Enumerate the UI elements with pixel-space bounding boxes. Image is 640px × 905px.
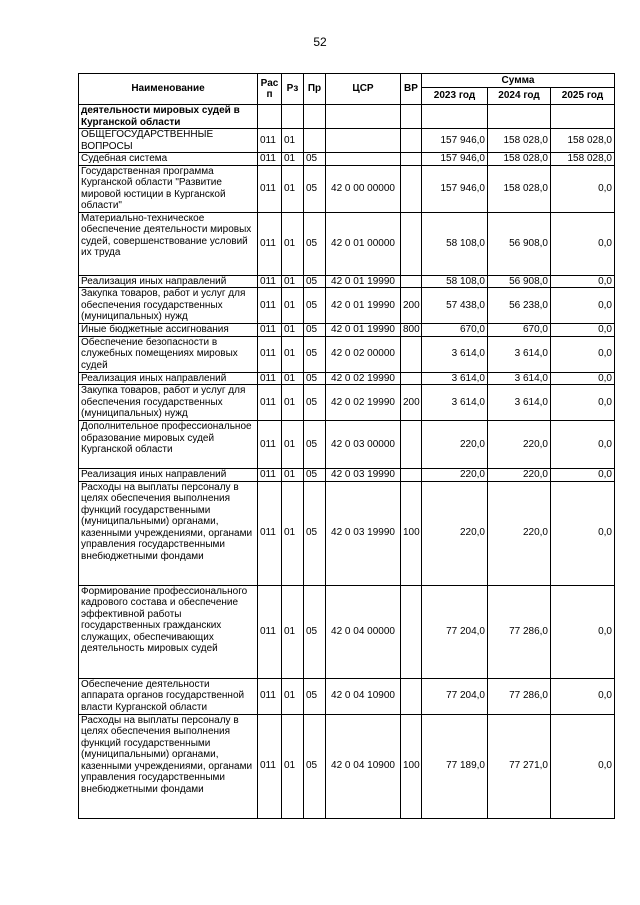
cell-2025: 0,0 [551,714,615,818]
cell-name: Обеспечение деятельности аппарата органов государственной власти Курганской области [79,678,258,714]
header-year-2024: 2024 год [488,88,551,105]
cell-2024: 77 286,0 [488,585,551,678]
cell-2023: 220,0 [422,481,488,585]
cell-vr [401,105,422,129]
cell-2025: 0,0 [551,678,615,714]
cell-pr: 05 [304,153,326,166]
cell-csr: 42 0 04 00000 [326,585,401,678]
cell-2025: 0,0 [551,585,615,678]
header-pr: Пр [304,74,326,105]
cell-pr: 05 [304,324,326,337]
cell-2024 [488,105,551,129]
cell-2023: 58 108,0 [422,212,488,275]
cell-rz: 01 [282,212,304,275]
cell-name: Реализация иных направлений [79,372,258,385]
cell-rasp: 011 [258,585,282,678]
cell-2023: 3 614,0 [422,385,488,421]
cell-2025: 0,0 [551,336,615,372]
cell-rz: 01 [282,129,304,153]
cell-2023: 157 946,0 [422,153,488,166]
cell-rz: 01 [282,421,304,469]
cell-rz: 01 [282,153,304,166]
cell-2024: 56 238,0 [488,288,551,324]
cell-pr: 05 [304,165,326,212]
cell-2024: 158 028,0 [488,165,551,212]
cell-rz: 01 [282,385,304,421]
cell-csr: 42 0 02 00000 [326,336,401,372]
header-sum: Сумма [422,74,615,88]
cell-2025 [551,105,615,129]
header-vr: ВР [401,74,422,105]
cell-2025: 0,0 [551,324,615,337]
cell-pr: 05 [304,469,326,482]
table-row [79,275,615,288]
cell-2023: 77 189,0 [422,714,488,818]
cell-vr [401,165,422,212]
cell-2025: 0,0 [551,385,615,421]
cell-pr: 05 [304,678,326,714]
cell-rz: 01 [282,481,304,585]
cell-csr [326,153,401,166]
cell-2023: 157 946,0 [422,165,488,212]
cell-2025: 0,0 [551,421,615,469]
cell-rz: 01 [282,165,304,212]
cell-2023 [422,105,488,129]
cell-2024: 158 028,0 [488,153,551,166]
cell-2025: 158 028,0 [551,153,615,166]
cell-vr: 200 [401,288,422,324]
cell-csr [326,105,401,129]
table-row [79,678,615,714]
cell-rz: 01 [282,678,304,714]
cell-rasp: 011 [258,275,282,288]
table-row [79,385,615,421]
cell-name: ОБЩЕГОСУДАРСТВЕННЫЕ ВОПРОСЫ [79,129,258,153]
cell-rz [282,105,304,129]
cell-2024: 77 271,0 [488,714,551,818]
cell-rasp: 011 [258,336,282,372]
table-row [79,336,615,372]
cell-pr: 05 [304,372,326,385]
cell-2024: 77 286,0 [488,678,551,714]
cell-rz: 01 [282,324,304,337]
cell-csr: 42 0 00 00000 [326,165,401,212]
cell-2024: 3 614,0 [488,385,551,421]
header-rz: Рз [282,74,304,105]
cell-2024: 220,0 [488,481,551,585]
cell-2024: 3 614,0 [488,336,551,372]
cell-rasp: 011 [258,385,282,421]
cell-2024: 220,0 [488,469,551,482]
cell-name: Иные бюджетные ассигнования [79,324,258,337]
cell-name: деятельности мировых судей в Курганской области [79,105,258,129]
cell-vr [401,678,422,714]
cell-pr: 05 [304,336,326,372]
cell-csr: 42 0 03 19990 [326,481,401,585]
cell-vr [401,372,422,385]
table-row [79,481,615,585]
table-row [79,714,615,818]
cell-pr: 05 [304,275,326,288]
cell-2023: 3 614,0 [422,372,488,385]
cell-2024: 220,0 [488,421,551,469]
cell-vr [401,421,422,469]
cell-pr: 05 [304,585,326,678]
cell-csr: 42 0 03 00000 [326,421,401,469]
cell-rasp: 011 [258,678,282,714]
cell-rasp: 011 [258,714,282,818]
cell-csr: 42 0 02 19990 [326,372,401,385]
cell-name: Материально-техническое обеспечение деятельности мировых судей, совершенствование условий их труда [79,212,258,275]
cell-name: Расходы на выплаты персоналу в целях обеспечения выполнения функций государственными (муниципальными) органами, казенными учреждениями, органами управления государственными внебюджетными фондами [79,714,258,818]
cell-rasp: 011 [258,372,282,385]
table-row [79,153,615,166]
cell-rz: 01 [282,372,304,385]
cell-name: Закупка товаров, работ и услуг для обеспечения государственных (муниципальных) нужд [79,288,258,324]
cell-2023: 220,0 [422,469,488,482]
cell-rasp: 011 [258,324,282,337]
cell-2023: 670,0 [422,324,488,337]
header-year-2023: 2023 год [422,88,488,105]
table-row [79,129,615,153]
cell-pr: 05 [304,288,326,324]
cell-csr [326,129,401,153]
cell-vr [401,212,422,275]
cell-vr [401,585,422,678]
cell-2024: 56 908,0 [488,275,551,288]
cell-csr: 42 0 03 19990 [326,469,401,482]
cell-2024: 670,0 [488,324,551,337]
table-row [79,421,615,469]
cell-rasp: 011 [258,481,282,585]
cell-csr: 42 0 01 19990 [326,324,401,337]
header-rasp: Рас п [258,74,282,105]
cell-2025: 0,0 [551,469,615,482]
cell-csr: 42 0 04 10900 [326,678,401,714]
cell-vr [401,336,422,372]
cell-vr: 100 [401,481,422,585]
cell-rasp: 011 [258,469,282,482]
cell-pr [304,129,326,153]
cell-vr [401,469,422,482]
header-csr: ЦСР [326,74,401,105]
cell-2023: 3 614,0 [422,336,488,372]
cell-2023: 57 438,0 [422,288,488,324]
cell-2025: 0,0 [551,481,615,585]
table-row [79,324,615,337]
budget-table [78,73,615,819]
table-row [79,212,615,275]
cell-2024: 3 614,0 [488,372,551,385]
cell-rz: 01 [282,585,304,678]
cell-pr: 05 [304,714,326,818]
header-year-2025: 2025 год [551,88,615,105]
cell-rasp: 011 [258,421,282,469]
cell-csr: 42 0 01 19990 [326,288,401,324]
cell-2024: 158 028,0 [488,129,551,153]
cell-csr: 42 0 01 19990 [326,275,401,288]
cell-rz: 01 [282,714,304,818]
cell-2023: 77 204,0 [422,585,488,678]
cell-2025: 0,0 [551,212,615,275]
cell-rasp: 011 [258,165,282,212]
cell-vr [401,275,422,288]
cell-name: Закупка товаров, работ и услуг для обеспечения государственных (муниципальных) нужд [79,385,258,421]
cell-name: Реализация иных направлений [79,469,258,482]
cell-rasp: 011 [258,153,282,166]
cell-vr: 100 [401,714,422,818]
cell-2023: 220,0 [422,421,488,469]
cell-2023: 77 204,0 [422,678,488,714]
cell-name: Расходы на выплаты персоналу в целях обеспечения выполнения функций государственными (муниципальными) органами, казенными учреждениями, органами управления государственными внебюджетными фондами [79,481,258,585]
cell-name: Обеспечение безопасности в служебных помещениях мировых судей [79,336,258,372]
cell-2025: 0,0 [551,275,615,288]
cell-2023: 157 946,0 [422,129,488,153]
cell-vr [401,153,422,166]
cell-rz: 01 [282,469,304,482]
cell-csr: 42 0 01 00000 [326,212,401,275]
cell-pr [304,105,326,129]
header-name: Наименование [79,74,258,105]
cell-2025: 0,0 [551,372,615,385]
table-row [79,165,615,212]
cell-name: Судебная система [79,153,258,166]
cell-rz: 01 [282,288,304,324]
cell-name: Реализация иных направлений [79,275,258,288]
cell-vr: 200 [401,385,422,421]
cell-rasp: 011 [258,129,282,153]
page-number: 52 [313,35,327,49]
cell-2025: 158 028,0 [551,129,615,153]
cell-name: Государственная программа Курганской области "Развитие мировой юстиции в Курганской области" [79,165,258,212]
cell-vr [401,129,422,153]
cell-pr: 05 [304,212,326,275]
cell-csr: 42 0 04 10900 [326,714,401,818]
cell-pr: 05 [304,385,326,421]
table-row [79,372,615,385]
cell-vr: 800 [401,324,422,337]
cell-pr: 05 [304,421,326,469]
cell-2025: 0,0 [551,165,615,212]
cell-2025: 0,0 [551,288,615,324]
table-row [79,585,615,678]
cell-2023: 58 108,0 [422,275,488,288]
table-body [79,105,615,819]
cell-rasp: 011 [258,212,282,275]
table-row [79,105,615,129]
cell-rasp: 011 [258,288,282,324]
cell-pr: 05 [304,481,326,585]
cell-rz: 01 [282,275,304,288]
cell-2024: 56 908,0 [488,212,551,275]
cell-name: Формирование профессионального кадрового состава и обеспечение эффективной работы государственных гражданских служащих, обеспечивающих деятельность мировых судей [79,585,258,678]
table-row [79,288,615,324]
table-row [79,469,615,482]
cell-name: Дополнительное профессиональное образование мировых судей Курганской области [79,421,258,469]
cell-rz: 01 [282,336,304,372]
cell-rasp [258,105,282,129]
cell-csr: 42 0 02 19990 [326,385,401,421]
